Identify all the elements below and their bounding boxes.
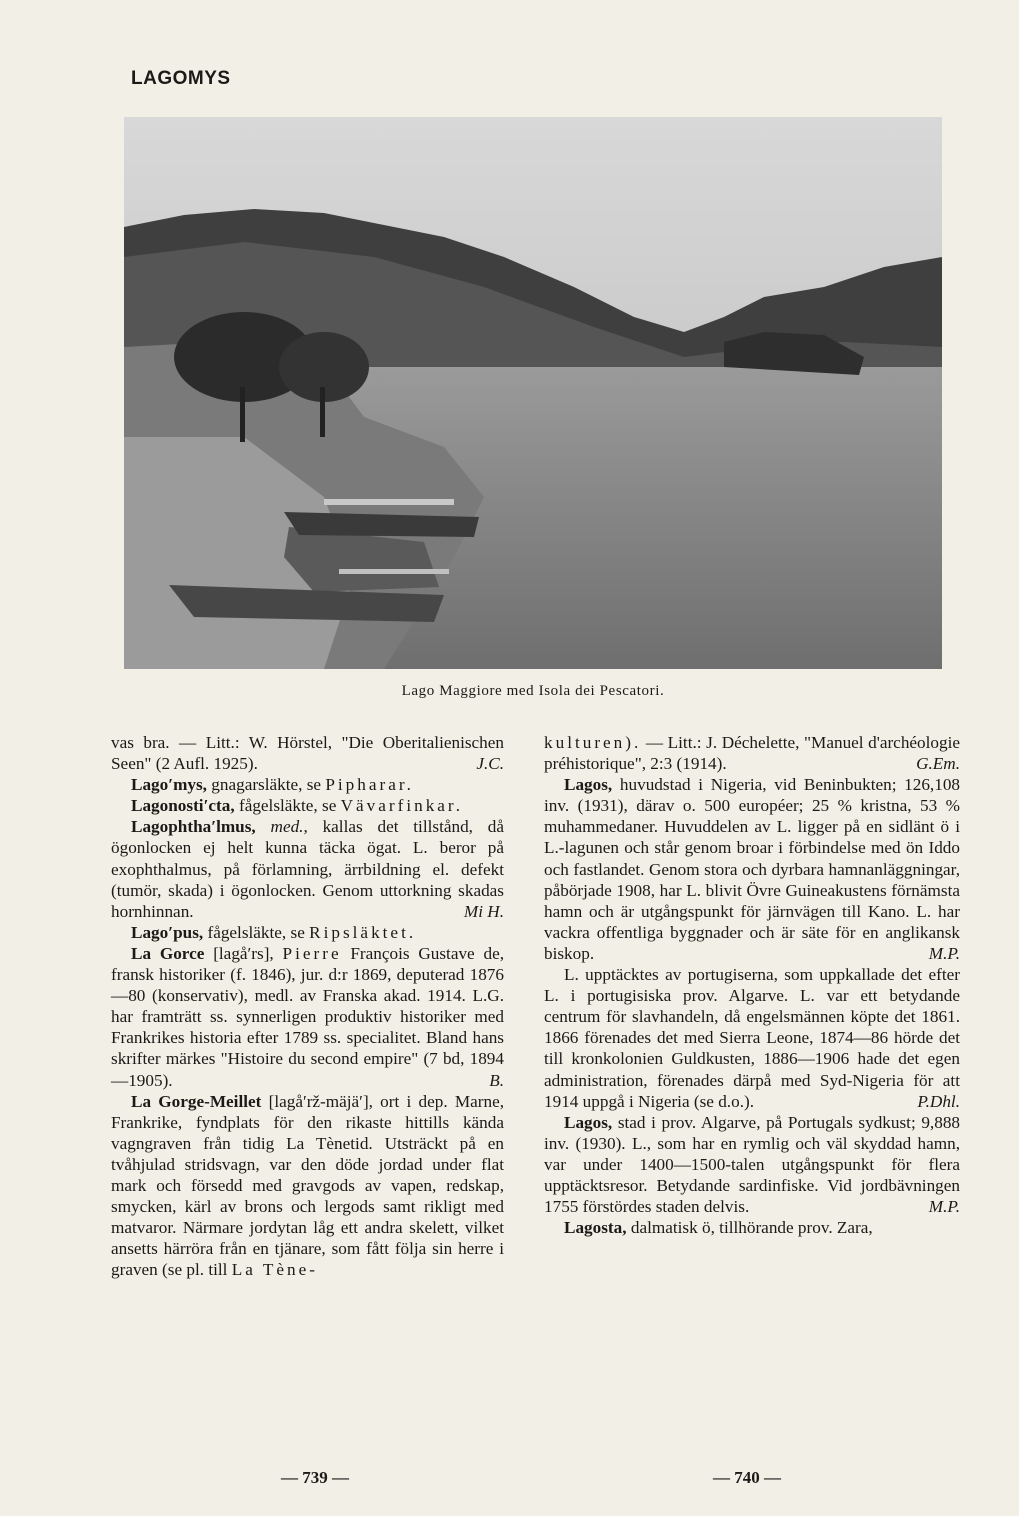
headword: Lago′pus, bbox=[131, 922, 204, 942]
headword: Lagonosti′cta, bbox=[131, 796, 235, 816]
page-number-right: — 740 — bbox=[713, 1468, 781, 1487]
entry-text: fågelsläkte, se bbox=[207, 922, 305, 942]
page-number-left: — 739 — bbox=[281, 1468, 349, 1487]
author-signature: G.Em. bbox=[916, 754, 960, 774]
running-head: LAGOMYS bbox=[131, 68, 231, 89]
entry-text: L. upptäcktes av portugiserna, som uppkallade det efter L. i portugisiska prov. Algarve. L. var ett betydande centrum för slavhandeln, då engelsmännen köpte det 1861. 1866 förenades det med Sierra Leone, 1874—86 hörde det till kronkolonien Guldkusten, 1886—1906 hade det egen administration, förenades därpå med Syd-Nigeria för att 1914 uppgå i Nigeria (se d.o.). bbox=[544, 965, 960, 1111]
entry-lagos-nigeria bbox=[544, 774, 960, 964]
entry-text: huvudstad i Nigeria, vid Beninbukten; 126,108 inv. (1931), därav o. 500 européer; 25 % kristna, 53 % muhammedaner. Huvuddelen av L. ligger på en sidlänt ö i L.-lagunen och står genom broar i förbindelse med ön Iddo och fastlandet. Genom stora och dyrbara hamnanläggningar, påbörjade 1908, har L. blivit Övre Guineakustens förnämsta hamn och är utgångspunkt för järnvägen till Kano. L. har vackra offentliga byggnader och är säte för en anglikansk biskop. bbox=[544, 775, 961, 963]
right-column bbox=[544, 732, 960, 1238]
entry-continuation bbox=[111, 732, 504, 774]
lake-photo bbox=[124, 117, 942, 669]
headword: Lagos, bbox=[564, 775, 613, 795]
entry-text: [lagå′rs], bbox=[213, 943, 274, 963]
entry-lagonosticta bbox=[111, 795, 504, 816]
spaced-name: Pierre bbox=[282, 943, 342, 963]
entry-lagomys bbox=[111, 774, 504, 795]
entry-la-gorce bbox=[111, 943, 504, 1091]
author-signature: J.C. bbox=[476, 754, 504, 774]
entry-text: stad i prov. Algarve, på Portugals sydkust; 9,888 inv. (1930). L., som har en rymlig och väl skyddad hamn, var under 1400—1500-talen utgångspunkt för flera upptäcktsresor. Betydande sardinfiske. Vid jordbävningen 1755 förstördes staden delvis. bbox=[544, 1112, 961, 1217]
entry-continuation bbox=[544, 732, 960, 774]
headword: La Gorce bbox=[131, 943, 205, 963]
author-signature: M.P. bbox=[928, 943, 960, 963]
entry-text: [lagå′rž-mäjä′], ort i dep. Marne, Frankrike, fyndplats för den rikaste hittills kända vagngraven från tidig La Tènetid. Utsträckt på en tvåhjulad stridsvagn, var den döde jordad under flat mark och försedd med gravgods av vapen, redskap, smycken, kärl av brons och lergods samt rikligt med matvaror. Närmare jordytan låg ett andra skelett, vilket ansetts härröra från en tjänare, som fått följa sin herre i graven (se pl. till bbox=[111, 1091, 505, 1280]
cross-reference: Vävarfinkar. bbox=[340, 796, 463, 816]
cross-reference: Ripsläktet. bbox=[309, 922, 417, 942]
cross-reference: Pipharar. bbox=[325, 775, 414, 795]
author-signature: Mi H. bbox=[463, 901, 504, 921]
photo-caption: Lago Maggiore med Isola dei Pescatori. bbox=[401, 683, 665, 699]
headword: Lagos, bbox=[564, 1112, 613, 1132]
cross-reference: La Tène- bbox=[231, 1260, 318, 1280]
author-signature: B. bbox=[489, 1070, 504, 1090]
entry-text: dalmatisk ö, tillhörande prov. Zara, bbox=[630, 1218, 873, 1238]
headword: Lago′mys, bbox=[131, 775, 207, 795]
entry-la-gorge-meillet bbox=[111, 1091, 504, 1281]
headword: La Gorge-Meillet bbox=[131, 1091, 262, 1111]
subject-abbrev: med. bbox=[270, 817, 304, 837]
headword: Lagophtha′lmus, bbox=[131, 817, 256, 837]
entry-lagopus bbox=[111, 922, 504, 943]
entry-lagosta bbox=[544, 1217, 960, 1238]
headword: Lagosta, bbox=[564, 1218, 627, 1238]
entry-text: — Litt.: J. Déchelette, "Manuel d'archéologie préhistorique", 2:3 (1914). bbox=[544, 733, 960, 774]
entry-lagophthalmus bbox=[111, 816, 504, 921]
entry-text: vas bra. — Litt.: W. Hörstel, "Die Oberitalienischen Seen" (2 Aufl. 1925). bbox=[111, 733, 504, 774]
entry-text: fågelsläkte, se bbox=[238, 796, 337, 816]
author-signature: M.P. bbox=[928, 1197, 960, 1217]
cross-reference: kulturen). bbox=[544, 733, 642, 752]
entry-text: gnagarsläkte, se bbox=[211, 775, 322, 795]
lake-photo-icon bbox=[124, 117, 942, 669]
left-column bbox=[111, 732, 504, 1280]
author-signature: P.Dhl. bbox=[917, 1091, 960, 1111]
entry-lagos-portugal bbox=[544, 1112, 960, 1217]
entry-lagos-history bbox=[544, 964, 960, 1112]
entry-text: , kallas det tillstånd, då ögonlocken ej helt kunna täcka ögat. L. beror på exophthalmus, på förlamning, ärrbildning el. defekt (tumör, skada) i ögonlocken. Genom uttorkning skadas hornhinnan. bbox=[111, 817, 504, 921]
entry-text: François Gustave de, fransk historiker (f. 1846), jur. d:r 1869, deputerad 1876—80 (konservativ), medl. av Franska akad. 1914. L.G. har framträtt ss. synnerligen produktiv historiker med Frankrikes historia efter 1789 ss. specialitet. Bland hans skrifter märkes "Histoire du second empire" (7 bd, 1894—1905). bbox=[111, 943, 504, 1090]
